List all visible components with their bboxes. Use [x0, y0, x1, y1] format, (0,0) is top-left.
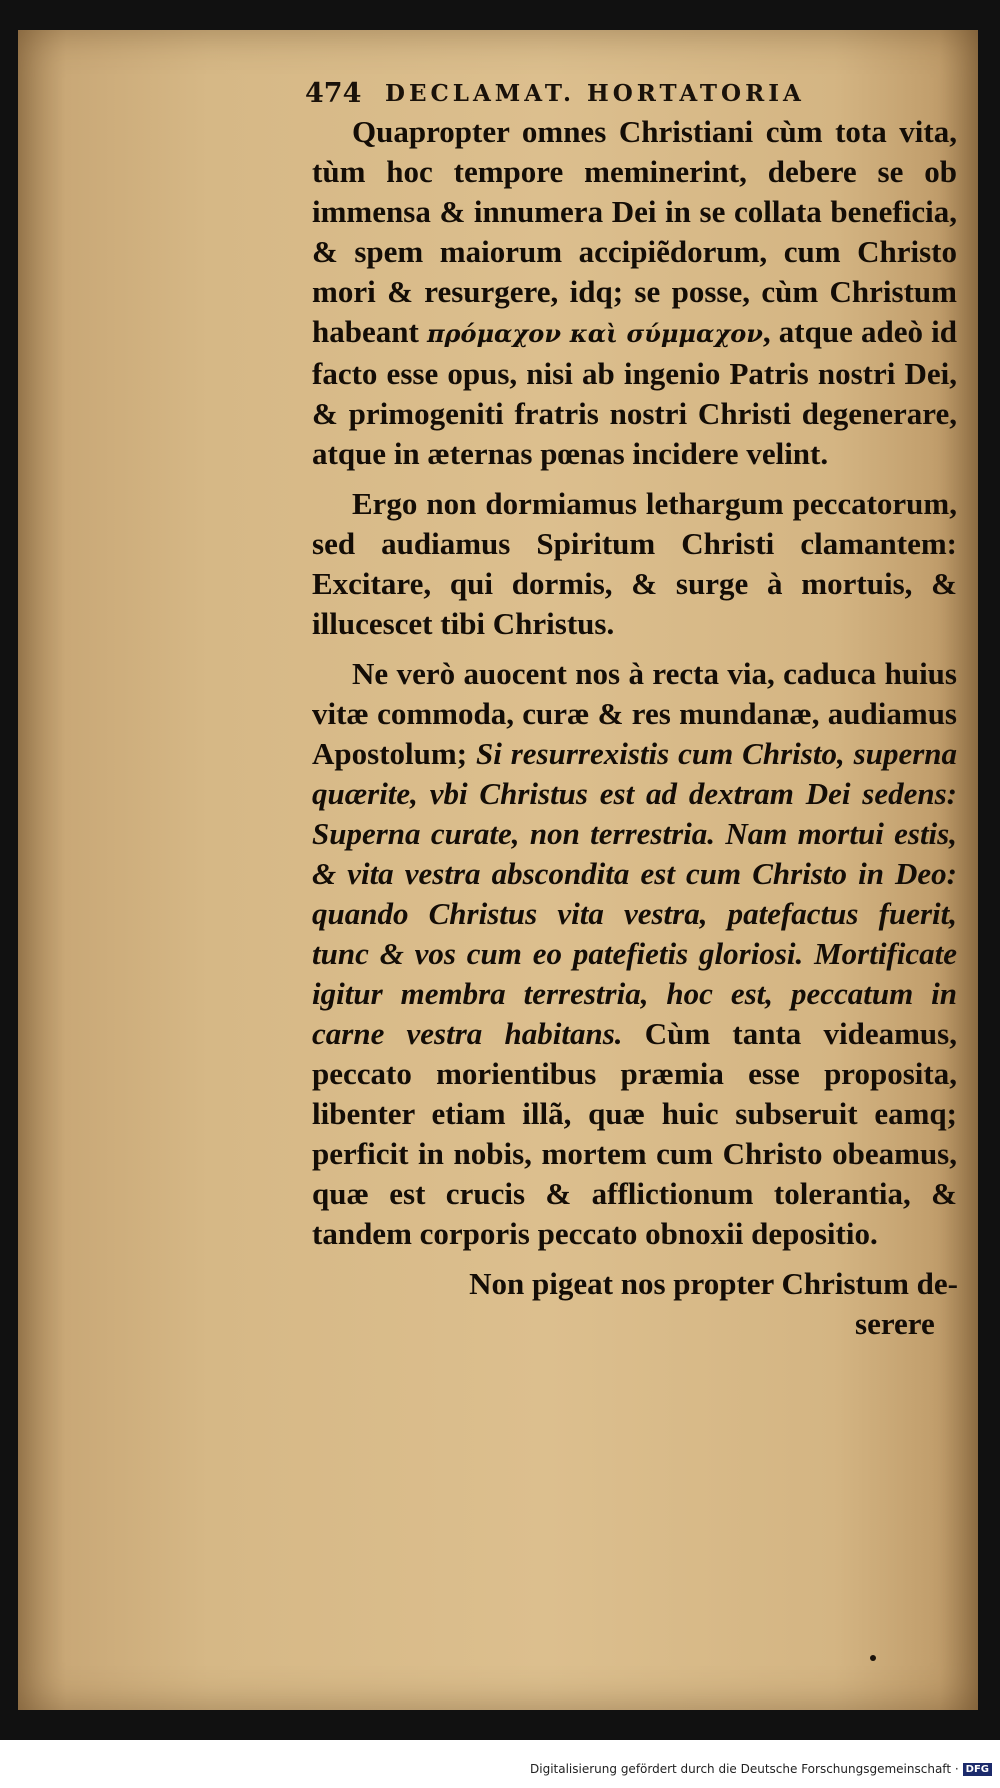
credit-text: Digitalisierung gefördert durch die Deutsche Forschungsgemeinschaft · — [530, 1762, 959, 1776]
dfg-logo: DFG — [963, 1763, 992, 1776]
body-text — [312, 112, 957, 1254]
scripture-quotation: Si resurrexistis cum Christo, superna quærite, vbi Christus est ad dextram Dei sedens: Superna curate, non terrestria. Nam mortui estis, & vita vestra abscondita est cum Christo in Deo: quando Christus vita vestra, patefactus fuerit, tunc & vos cum eo patefietis gloriosi. Mortificate igitur membra terrestria, hoc est, peccatum in carne vestra habitans. — [312, 736, 958, 1051]
greek-phrase: πρόμαχον καὶ σύμμαχον — [426, 319, 763, 348]
paragraph-2 — [312, 484, 957, 644]
text-segment: Ne verò auocent nos à recta via, caduca huius vitæ commoda, curæ & res mundanæ, audiamus Apostolum; — [312, 656, 957, 771]
paragraph-3 — [312, 654, 957, 1254]
text-segment: , atque adeò id facto esse opus, nisi ab ingenio Patris nostri Dei, & primogeniti fratris nostri Christi degenerare, atque in æternas pœnas incidere velint. — [312, 314, 957, 471]
signature-mark — [870, 1655, 876, 1661]
page-header — [305, 78, 865, 110]
digitization-credit — [530, 1762, 992, 1776]
page-number: 474 — [305, 78, 362, 109]
catchword: serere — [855, 1306, 935, 1341]
paragraph-1 — [312, 112, 957, 474]
last-line: Non pigeat nos propter Christum de- — [469, 1266, 958, 1301]
text-segment: Cùm tanta videamus, peccato morientibus præmia esse proposita, libenter etiam illã, quæ huic subseruit eamq; perficit in nobis, mortem cum Christo obeamus, quæ est crucis & afflictionum tolerantia, & tandem corporis peccato obnoxii depositio. — [312, 1016, 957, 1251]
text-segment: Quapropter omnes Christiani cùm tota vita, tùm hoc tempore meminerint, debere se ob immensa & innumera Dei in se collata beneficia, & spem maiorum accipiẽdorum, cum Christo mori & resurgere, idq; se posse, cùm Christum habeant — [312, 114, 957, 349]
running-head: DECLAMAT. HORTATORIA — [385, 80, 805, 107]
text-segment: Ergo non dormiamus lethargum peccatorum, sed audiamus Spiritum Christi clamantem: Excitare, qui dormis, & surge à mortuis, & illucescet tibi Christus. — [312, 486, 957, 641]
